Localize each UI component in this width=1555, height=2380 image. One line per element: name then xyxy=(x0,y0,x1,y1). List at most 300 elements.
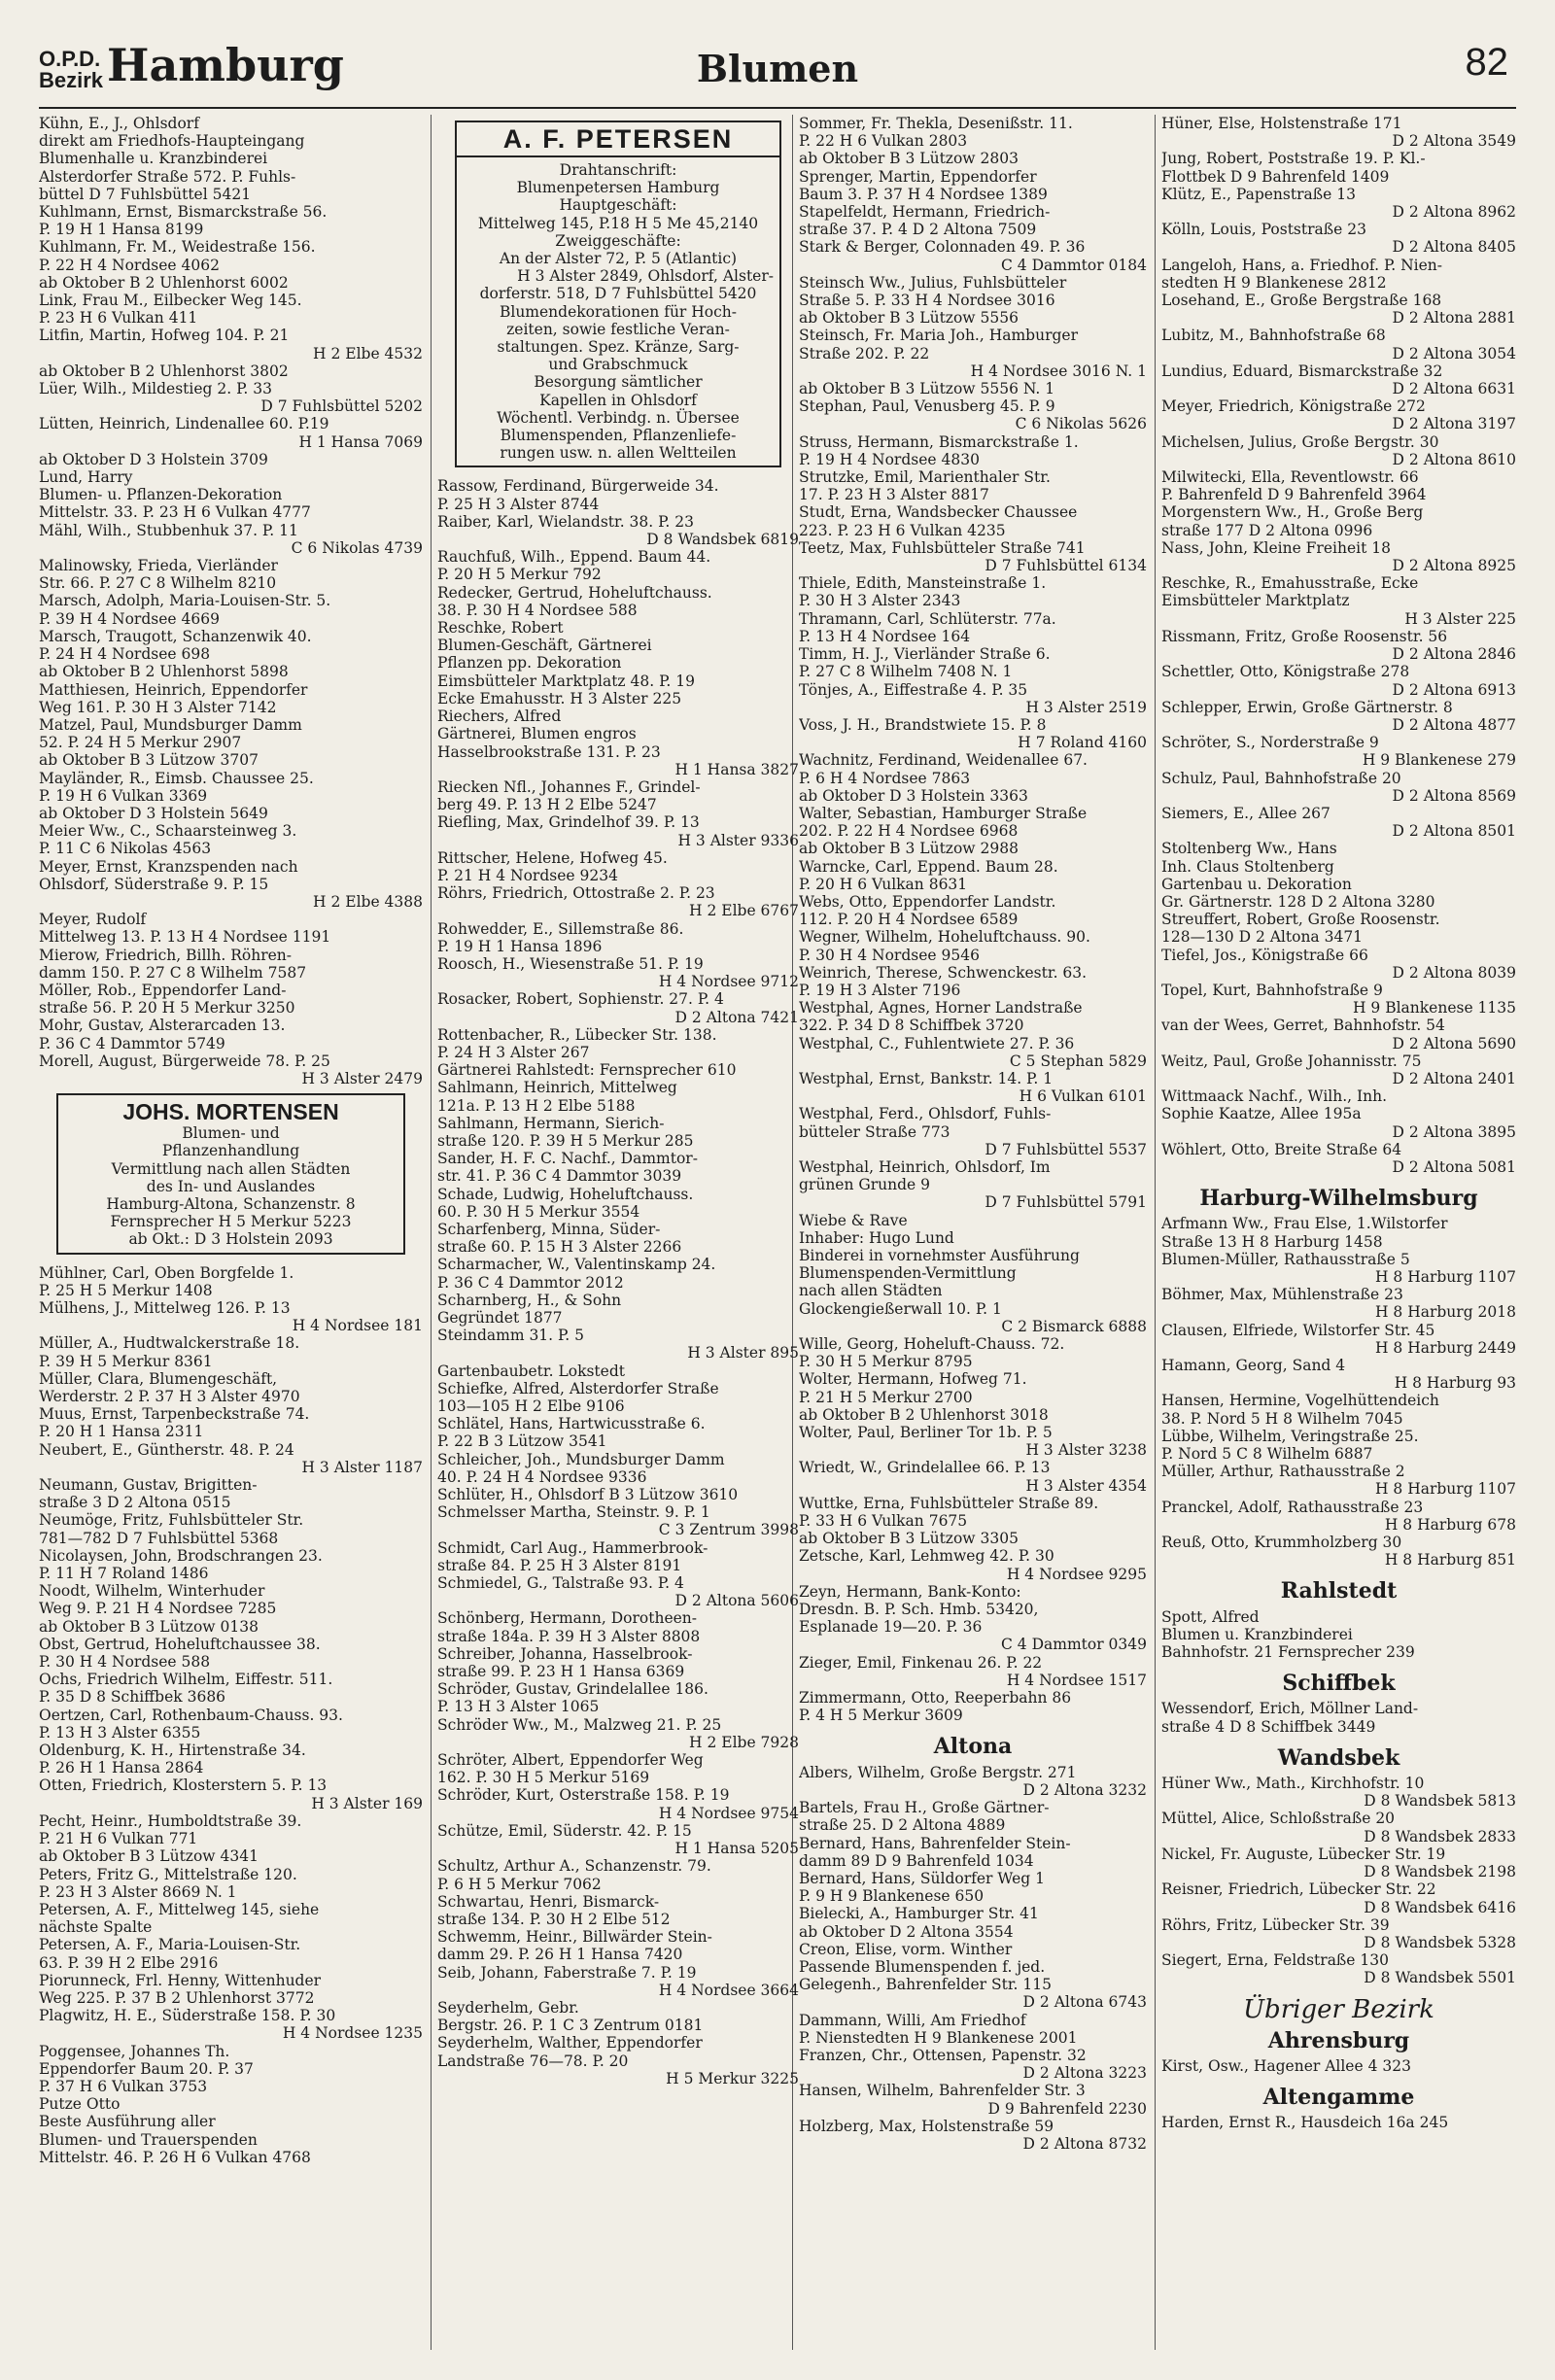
entry-line: Eimsbütteler Marktplatz xyxy=(1161,592,1350,610)
entry-line: Oertzen, Carl, Rothenbaum-Chauss. 93. xyxy=(39,1706,343,1724)
entry-line: Bergstr. 26. P. 1 C 3 Zentrum 0181 xyxy=(437,2017,704,2035)
entry-line: P. 30 H 4 Nordsee 9546 xyxy=(799,946,980,964)
entry-line: Drahtanschrift: xyxy=(559,161,677,179)
entry-line: Blumen u. Kranzbinderei xyxy=(1161,1625,1353,1643)
entry-line: Müller, Clara, Blumengeschäft, xyxy=(39,1369,278,1388)
entry-line: Piorunneck, Frl. Henny, Wittenhuder xyxy=(39,1971,322,1989)
entry-list xyxy=(1161,1608,1516,1662)
entry-line: P. 11 C 6 Nikolas 4563 xyxy=(39,840,212,858)
entry-line: Gegründet 1877 xyxy=(437,1309,563,1327)
entry-line: Binderei in vornehmster Ausführung xyxy=(799,1247,1080,1264)
entry-line: Schlüter, H., Ohlsdorf B 3 Lützow 3610 xyxy=(437,1486,739,1504)
entry-line: Clausen, Elfriede, Wilstorfer Str. 45 xyxy=(1161,1321,1435,1339)
entry-line: Webs, Otto, Eppendorfer Landstr. xyxy=(799,892,1056,911)
entry-line: Studt, Erna, Wandsbecker Chaussee xyxy=(799,503,1078,522)
entry-line: Kapellen in Ohlsdorf xyxy=(539,391,697,409)
entry-line: D 2 Altona 2846 xyxy=(1392,645,1516,664)
entry-line: D 8 Wandsbek 5328 xyxy=(1364,1933,1516,1951)
entry-line: P. 20 H 1 Hansa 2311 xyxy=(39,1423,204,1441)
entry-line: Poggensee, Johannes Th. xyxy=(39,2042,230,2060)
entry-line: Ochs, Friedrich Wilhelm, Eiffestr. 511. xyxy=(39,1671,333,1689)
entry-line: Hamburg-Altona, Schanzenstr. 8 xyxy=(106,1194,356,1213)
entry-line: Blumen- und Trauerspenden xyxy=(39,2130,258,2149)
entry-line: Mülhens, J., Mittelweg 126. P. 13 xyxy=(39,1299,291,1317)
entry-line: Wittmaack Nachf., Wilh., Inh. xyxy=(1161,1087,1388,1106)
mortensen-ad xyxy=(56,1093,405,1254)
entry-line: Otten, Friedrich, Klosterstern 5. P. 13 xyxy=(39,1776,328,1795)
entry-line: D 2 Altona 8039 xyxy=(1392,963,1516,982)
entry-line: P. 21 H 6 Vulkan 771 xyxy=(39,1830,198,1848)
entry-line: Straße 13 H 8 Harburg 1458 xyxy=(1161,1232,1383,1251)
entry-line: D 8 Wandsbek 6819 xyxy=(646,531,799,549)
entry-line: Schmidt, Carl Aug., Hammerbrook- xyxy=(437,1538,708,1557)
petersen-ad-title: A. F. PETERSEN xyxy=(457,122,779,157)
entry-line: Westphal, Heinrich, Ohlsdorf, Im xyxy=(799,1157,1051,1176)
entry-line: D 2 Altona 4877 xyxy=(1392,715,1516,734)
entry-line: Gelegenh., Bahrenfelder Str. 115 xyxy=(799,1976,1052,1994)
entry-line: Weinrich, Therese, Schwenckestr. 63. xyxy=(799,963,1088,982)
entry-line: ab Oktober B 2 Uhlenhorst 3018 xyxy=(799,1405,1049,1424)
entry-line: ab Oktober B 2 Uhlenhorst 3802 xyxy=(39,362,289,380)
entry-line: P. 23 H 3 Alster 8669 N. 1 xyxy=(39,1882,237,1901)
entry-line: Schröder, Gustav, Grindelallee 186. xyxy=(437,1680,708,1699)
entry-line: Reschke, Robert xyxy=(437,619,564,638)
entry-line: H 1 Hansa 3827 xyxy=(674,760,799,778)
entry-line: D 2 Altona 3549 xyxy=(1392,132,1516,151)
entry-line: straße 56. P. 20 H 5 Merkur 3250 xyxy=(39,999,295,1018)
entry-line: Inh. Claus Stoltenberg xyxy=(1161,857,1334,876)
entry-line: Marsch, Traugott, Schanzenwik 40. xyxy=(39,627,312,645)
entry-line: Litfin, Martin, Hofweg 104. P. 21 xyxy=(39,327,290,345)
entry-line: Strutzke, Emil, Marienthaler Str. xyxy=(799,468,1051,487)
entry-line: Wöchentl. Verbindg. n. Übersee xyxy=(497,408,740,427)
entry-line: Sahlmann, Hermann, Sierich- xyxy=(437,1114,665,1132)
entry-line: P. 11 H 7 Roland 1486 xyxy=(39,1565,209,1583)
entry-line: D 8 Wandsbek 2198 xyxy=(1364,1863,1516,1881)
entry-line: Blumen-Geschäft, Gärtnerei xyxy=(437,637,652,655)
entry-line: Zetsche, Karl, Lehmweg 42. P. 30 xyxy=(799,1547,1054,1566)
entry-line: D 2 Altona 3197 xyxy=(1392,415,1516,433)
entry-line: straße 99. P. 23 H 1 Hansa 6369 xyxy=(437,1663,685,1681)
entry-line: Hansen, Wilhelm, Bahrenfelder Str. 3 xyxy=(799,2082,1086,2100)
entry-line: Steindamm 31. P. 5 xyxy=(437,1327,585,1345)
entry-line: Schwartau, Henri, Bismarck- xyxy=(437,1892,660,1911)
entry-line: H 3 Alster 225 xyxy=(1404,609,1516,628)
entry-line: 52. P. 24 H 5 Merkur 2907 xyxy=(39,734,242,752)
entry-line: D 2 Altona 5606 xyxy=(674,1592,799,1610)
entry-line: D 2 Altona 3895 xyxy=(1392,1122,1516,1141)
entry-line: büttel D 7 Fuhlsbüttel 5421 xyxy=(39,185,252,203)
entry-line: D 2 Altona 3054 xyxy=(1392,344,1516,362)
entry-line: Schmelsser Martha, Steinstr. 9. P. 1 xyxy=(437,1503,710,1522)
entry-line: Jung, Robert, Poststraße 19. P. Kl.- xyxy=(1161,150,1426,168)
entry-line: straße 184a. P. 39 H 3 Alster 8808 xyxy=(437,1627,701,1645)
entry-line: Dammann, Willi, Am Friedhof xyxy=(799,2011,1026,2029)
entry-line: H 9 Blankenese 1135 xyxy=(1352,999,1516,1018)
entry-line: 223. P. 23 H 6 Vulkan 4235 xyxy=(799,521,1006,539)
entry-line: Marsch, Adolph, Maria-Louisen-Str. 5. xyxy=(39,592,331,610)
entry-line: Harden, Ernst R., Hausdeich 16a 245 xyxy=(1161,2114,1449,2132)
entry-line: Obst, Gertrud, Hoheluftchaussee 38. xyxy=(39,1635,321,1653)
section-heading-schiffbek: Schiffbek xyxy=(1282,1671,1396,1697)
entry-line: Westphal, C., Fuhlentwiete 27. P. 36 xyxy=(799,1034,1075,1052)
entry-line: staltungen. Spez. Kränze, Sarg- xyxy=(497,338,740,357)
entry-line: D 8 Wandsbek 2833 xyxy=(1364,1827,1516,1845)
entry-line: ab Oktober B 3 Lützow 2803 xyxy=(799,150,1019,168)
entry-line: Tiefel, Jos., Königstraße 66 xyxy=(1161,946,1368,964)
entry-line: H 3 Alster 4354 xyxy=(1025,1476,1147,1495)
entry-line: H 3 Alster 2849, Ohlsdorf, Alster- xyxy=(517,267,774,286)
entry-line: H 8 Harburg 1107 xyxy=(1374,1268,1516,1286)
entry-line: Hauptgeschäft: xyxy=(559,196,677,215)
entry-line: Matzel, Paul, Mundsburger Damm xyxy=(39,715,302,734)
entry-line: H 8 Harburg 93 xyxy=(1394,1374,1516,1393)
entry-line: ab Oktober B 3 Lützow 2988 xyxy=(799,840,1019,858)
entry-line: Lubitz, M., Bahnhofstraße 68 xyxy=(1161,327,1386,345)
entry-line: P. 19 H 1 Hansa 8199 xyxy=(39,221,204,239)
entry-line: bütteler Straße 773 xyxy=(799,1122,950,1141)
entry-line: Gr. Gärtnerstr. 128 D 2 Altona 3280 xyxy=(1161,892,1435,911)
entry-line: Schettler, Otto, Königstraße 278 xyxy=(1161,663,1410,681)
entry-line: ab Oktober B 3 Lützow 5556 N. 1 xyxy=(799,380,1055,398)
entry-line: Rassow, Ferdinand, Bürgerweide 34. xyxy=(437,477,719,496)
entry-line: Peters, Fritz G., Mittelstraße 120. xyxy=(39,1865,297,1883)
entry-line: Riecken Nfl., Johannes F., Grindel- xyxy=(437,777,701,796)
entry-line: Roosch, H., Wiesenstraße 51. P. 19 xyxy=(437,954,704,973)
entry-line: P. 13 H 4 Nordsee 164 xyxy=(799,627,971,645)
entry-line: H 2 Elbe 4532 xyxy=(313,344,423,362)
entry-line: Meier Ww., C., Schaarsteinweg 3. xyxy=(39,822,297,841)
page-header xyxy=(39,39,1516,109)
entry-line: D 2 Altona 6913 xyxy=(1392,680,1516,699)
entry-line: Sander, H. F. C. Nachf., Dammtor- xyxy=(437,1150,698,1168)
entry-line: D 2 Altona 8405 xyxy=(1392,238,1516,257)
entry-line: Wuttke, Erna, Fuhlsbütteler Straße 89. xyxy=(799,1494,1099,1512)
entry-line: P. Nienstedten H 9 Blankenese 2001 xyxy=(799,2028,1078,2047)
entry-line: 103—105 H 2 Elbe 9106 xyxy=(437,1397,625,1416)
entry-line: D 8 Wandsbek 5501 xyxy=(1364,1969,1516,1987)
entry-line: P. Bahrenfeld D 9 Bahrenfeld 3964 xyxy=(1161,486,1427,504)
entry-line: ab Oktober D 2 Altona 3554 xyxy=(799,1922,1014,1941)
entry-line: Beste Ausführung aller xyxy=(39,2113,216,2131)
entry-line: P. 21 H 4 Nordsee 9234 xyxy=(437,866,618,884)
section-heading-altona: Altona xyxy=(933,1734,1013,1760)
entry-line: Seib, Johann, Faberstraße 7. P. 19 xyxy=(437,1963,697,1982)
entry-line: Spott, Alfred xyxy=(1161,1607,1260,1626)
entry-line: D 2 Altona 8569 xyxy=(1392,786,1516,805)
entry-line: Mittelweg 145, P.18 H 5 Me 45,2140 xyxy=(477,214,759,232)
entry-line: P. 24 H 3 Alster 267 xyxy=(437,1043,590,1061)
entry-line: ab Oktober B 2 Uhlenhorst 6002 xyxy=(39,273,289,292)
entry-line: P. 39 H 5 Merkur 8361 xyxy=(39,1352,213,1370)
entry-line: Lüer, Wilh., Mildestieg 2. P. 33 xyxy=(39,380,272,398)
entry-line: Malinowsky, Frieda, Vierländer xyxy=(39,557,278,575)
entry-line: 38. P. Nord 5 H 8 Wilhelm 7045 xyxy=(1161,1409,1403,1428)
entry-line: Dresdn. B. P. Sch. Hmb. 53420, xyxy=(799,1601,1039,1619)
entry-line: H 2 Elbe 7928 xyxy=(689,1733,799,1751)
entry-line: Wegner, Wilhelm, Hoheluftchauss. 90. xyxy=(799,928,1090,947)
mortensen-ad-title: JOHS. MORTENSEN xyxy=(122,1099,339,1125)
entry-line: berg 49. P. 13 H 2 Elbe 5247 xyxy=(437,796,657,814)
entry-line: H 8 Harburg 851 xyxy=(1384,1551,1516,1569)
section-heading-uebriger-bezirk: Übriger Bezirk xyxy=(1243,1994,1434,2024)
entry-line: ab Oktober D 3 Holstein 5649 xyxy=(39,804,268,822)
entry-line: Bielecki, A., Hamburger Str. 41 xyxy=(799,1905,1039,1923)
entry-line: Wöhlert, Otto, Breite Straße 64 xyxy=(1161,1140,1402,1158)
entry-line: H 1 Hansa 7069 xyxy=(298,432,423,451)
entry-line: D 9 Bahrenfeld 2230 xyxy=(987,2099,1147,2118)
entry-line: Ohlsdorf, Süderstraße 9. P. 15 xyxy=(39,875,269,893)
entry-line: D 2 Altona 6743 xyxy=(1022,1993,1147,2012)
entry-line: H 3 Alster 2519 xyxy=(1025,698,1147,716)
entry-line: Flottbek D 9 Bahrenfeld 1409 xyxy=(1161,167,1390,186)
entry-line: Arfmann Ww., Frau Else, 1.Wilstorfer xyxy=(1161,1215,1448,1233)
entry-line: H 3 Alster 1187 xyxy=(301,1458,423,1476)
entry-line: Tönjes, A., Eiffestraße 4. P. 35 xyxy=(799,680,1028,699)
entry-line: straße 4 D 8 Schiffbek 3449 xyxy=(1161,1717,1376,1736)
entry-line: P. 20 H 5 Merkur 792 xyxy=(437,566,602,584)
entry-line: Inhaber: Hugo Lund xyxy=(799,1228,954,1247)
entry-line: Glockengießerwall 10. P. 1 xyxy=(799,1299,1002,1318)
entry-line: Rauchfuß, Wilh., Eppend. Baum 44. xyxy=(437,548,711,567)
entry-line: P. 25 H 3 Alster 8744 xyxy=(437,495,600,513)
entry-line: straße 60. P. 15 H 3 Alster 2266 xyxy=(437,1238,682,1257)
entry-line: Neubert, E., Güntherstr. 48. P. 24 xyxy=(39,1440,294,1459)
entry-line: H 4 Nordsee 1517 xyxy=(1006,1671,1147,1689)
entry-line: Thiele, Edith, Mansteinstraße 1. xyxy=(799,574,1047,593)
entry-line: P. 13 H 3 Alster 1065 xyxy=(437,1698,600,1716)
entry-line: Muus, Ernst, Tarpenbeckstraße 74. xyxy=(39,1405,310,1424)
entry-line: rungen usw. n. allen Weltteilen xyxy=(500,444,737,463)
entry-line: Böhmer, Max, Mühlenstraße 23 xyxy=(1161,1286,1403,1304)
petersen-ad-lines xyxy=(463,161,774,462)
entry-line: Mierow, Friedrich, Billh. Röhren- xyxy=(39,946,293,964)
entry-line: Westphal, Agnes, Horner Landstraße xyxy=(799,999,1083,1018)
entry-line: Timm, H. J., Vierländer Straße 6. xyxy=(799,645,1051,664)
entry-line: D 7 Fuhlsbüttel 5791 xyxy=(985,1193,1147,1212)
entry-line: ab Oktober D 3 Holstein 3709 xyxy=(39,450,268,468)
entry-line: D 2 Altona 5081 xyxy=(1392,1157,1516,1176)
entry-line: H 3 Alster 9336 xyxy=(677,831,799,849)
entry-line: ab Oktober B 3 Lützow 3305 xyxy=(799,1530,1019,1548)
entry-line: Scharfenberg, Minna, Süder- xyxy=(437,1220,661,1238)
entry-line: P. 27 C 8 Wilhelm 7408 N. 1 xyxy=(799,663,1013,681)
entry-line: Rottenbacher, R., Lübecker Str. 138. xyxy=(437,1025,717,1044)
entry-line: Schütze, Emil, Süderstr. 42. P. 15 xyxy=(437,1821,692,1840)
entry-line: Weg 225. P. 37 B 2 Uhlenhorst 3772 xyxy=(39,1988,315,2007)
entry-line: D 2 Altona 3232 xyxy=(1022,1780,1147,1799)
entry-line: 128—130 D 2 Altona 3471 xyxy=(1161,928,1364,947)
section-heading-wandsbek: Wandsbek xyxy=(1277,1744,1400,1771)
entry-line: D 7 Fuhlsbüttel 6134 xyxy=(985,557,1147,575)
entry-line: Stephan, Paul, Venusberg 45. P. 9 xyxy=(799,397,1055,416)
entry-line: Reuß, Otto, Krummholzberg 30 xyxy=(1161,1534,1402,1552)
entry-line: Kölln, Louis, Poststraße 23 xyxy=(1161,221,1366,239)
entry-line: D 2 Altona 8610 xyxy=(1392,450,1516,468)
entry-line: H 4 Nordsee 9754 xyxy=(658,1804,799,1822)
entry-line: straße 120. P. 39 H 5 Merkur 285 xyxy=(437,1131,694,1150)
column-2 xyxy=(437,115,799,2350)
entry-line: D 7 Fuhlsbüttel 5202 xyxy=(260,397,423,416)
entry-line: H 8 Harburg 2449 xyxy=(1374,1338,1516,1357)
entry-list xyxy=(1161,1775,1516,1986)
entry-line: Meyer, Ernst, Kranzspenden nach xyxy=(39,857,298,876)
entry-line: P. 22 H 4 Nordsee 4062 xyxy=(39,256,220,274)
column-3 xyxy=(799,115,1147,2350)
entry-line: Hasselbrookstraße 131. P. 23 xyxy=(437,742,661,761)
entry-line: ab Oktober B 2 Uhlenhorst 5898 xyxy=(39,663,289,681)
entry-line: 17. P. 23 H 3 Alster 8817 xyxy=(799,486,989,504)
entry-line: Bartels, Frau H., Große Gärtner- xyxy=(799,1799,1050,1817)
entry-line: C 3 Zentrum 3998 xyxy=(658,1521,799,1539)
entry-line: Stoltenberg Ww., Hans xyxy=(1161,840,1337,858)
entry-line: H 1 Hansa 5205 xyxy=(674,1840,799,1858)
entry-line: Schleicher, Joh., Mundsburger Damm xyxy=(437,1450,725,1468)
entry-line: straße 25. D 2 Altona 4889 xyxy=(799,1816,1006,1835)
entry-line: Raiber, Karl, Wielandstr. 38. P. 23 xyxy=(437,512,694,531)
entry-list xyxy=(437,477,799,2087)
entry-line: 60. P. 30 H 5 Merkur 3554 xyxy=(437,1202,640,1221)
city-title: Hamburg xyxy=(107,39,344,91)
entry-line: P. 21 H 5 Merkur 2700 xyxy=(799,1388,973,1406)
entry-line: Voss, J. H., Brandstwiete 15. P. 8 xyxy=(799,715,1047,734)
entry-line: Riechers, Alfred xyxy=(437,707,562,726)
entry-line: Schade, Ludwig, Hoheluftchauss. xyxy=(437,1185,694,1203)
entry-line: Kirst, Osw., Hagener Allee 4 323 xyxy=(1161,2056,1411,2075)
entry-line: Bernard, Hans, Bahrenfelder Stein- xyxy=(799,1834,1071,1852)
column-divider xyxy=(431,115,432,2350)
entry-line: P. 13 H 3 Alster 6355 xyxy=(39,1723,201,1742)
entry-line: P. 6 H 4 Nordsee 7863 xyxy=(799,769,971,787)
entry-line: Scharnberg, H., & Sohn xyxy=(437,1291,622,1309)
entry-line: Bernard, Hans, Süldorfer Weg 1 xyxy=(799,1869,1045,1887)
entry-line: des In- und Auslandes xyxy=(146,1177,316,1195)
entry-line: D 8 Wandsbek 6416 xyxy=(1364,1898,1516,1916)
entry-line: Walter, Sebastian, Hamburger Straße xyxy=(799,804,1088,822)
entry-line: Franzen, Chr., Ottensen, Papenstr. 32 xyxy=(799,2046,1087,2064)
entry-line: C 6 Nikolas 5626 xyxy=(1015,415,1147,433)
entry-line: Holzberg, Max, Holstenstraße 59 xyxy=(799,2117,1054,2135)
column-4 xyxy=(1161,115,1516,2350)
entry-line: D 8 Wandsbek 5813 xyxy=(1364,1792,1516,1811)
entry-line: C 2 Bismarck 6888 xyxy=(1001,1317,1147,1335)
petersen-ad xyxy=(455,121,781,467)
entry-line: Riefling, Max, Grindelhof 39. P. 13 xyxy=(437,813,700,832)
entry-line: Schröder Ww., M., Malzweg 21. P. 25 xyxy=(437,1715,722,1734)
entry-line: damm 29. P. 26 H 1 Hansa 7420 xyxy=(437,1946,683,1964)
entry-line: P. Nord 5 C 8 Wilhelm 6887 xyxy=(1161,1445,1373,1464)
entry-line: zeiten, sowie festliche Veran- xyxy=(506,320,730,338)
entry-line: Rittscher, Helene, Hofweg 45. xyxy=(437,848,668,867)
entry-line: Meyer, Rudolf xyxy=(39,911,147,929)
entry-line: stedten H 9 Blankenese 2812 xyxy=(1161,273,1387,292)
entry-line: Streuffert, Robert, Große Roosenstr. xyxy=(1161,911,1440,929)
entry-line: damm 150. P. 27 C 8 Wilhelm 7587 xyxy=(39,963,307,982)
entry-line: Meyer, Friedrich, Königstraße 272 xyxy=(1161,397,1426,416)
entry-line: Reisner, Friedrich, Lübecker Str. 22 xyxy=(1161,1880,1436,1899)
entry-line: P. 30 H 3 Alster 2343 xyxy=(799,592,961,610)
entry-line: Eppendorfer Baum 20. P. 37 xyxy=(39,2059,254,2078)
entry-line: str. 41. P. 36 C 4 Dammtor 3039 xyxy=(437,1167,682,1186)
entry-line: P. 35 D 8 Schiffbek 3686 xyxy=(39,1688,226,1707)
entry-line: P. 24 H 4 Nordsee 698 xyxy=(39,645,211,664)
entry-line: H 4 Nordsee 181 xyxy=(292,1317,423,1335)
entry-line: Lübbe, Wilhelm, Veringstraße 25. xyxy=(1161,1427,1419,1445)
entry-line: D 2 Altona 2401 xyxy=(1392,1069,1516,1087)
entry-line: H 4 Nordsee 9295 xyxy=(1006,1565,1147,1583)
entry-line: Neumöge, Fritz, Fuhlsbütteler Str. xyxy=(39,1511,304,1530)
entry-line: D 2 Altona 8962 xyxy=(1392,203,1516,222)
entry-line: Scharmacher, W., Valentinskamp 24. xyxy=(437,1256,716,1274)
entry-line: D 2 Altona 7421 xyxy=(674,1008,799,1026)
entry-line: Langeloh, Hans, a. Friedhof. P. Nien- xyxy=(1161,256,1443,274)
entry-line: P. 30 H 5 Merkur 8795 xyxy=(799,1353,973,1371)
entry-line: P. 23 H 6 Vulkan 411 xyxy=(39,309,198,328)
entry-line: direkt am Friedhofs-Haupteingang xyxy=(39,132,305,151)
entry-line: P. 36 C 4 Dammtor 5749 xyxy=(39,1034,225,1052)
entry-line: Mähl, Wilh., Stubbenhuk 37. P. 11 xyxy=(39,521,298,539)
entry-line: Alsterdorfer Straße 572. P. Fuhls- xyxy=(39,167,296,186)
entry-line: dorferstr. 518, D 7 Fuhlsbüttel 5420 xyxy=(479,285,757,303)
entry-line: 162. P. 30 H 5 Merkur 5169 xyxy=(437,1769,650,1787)
entry-line: P. 4 H 5 Merkur 3609 xyxy=(799,1707,963,1725)
entry-line: Thramann, Carl, Schlüterstr. 77a. xyxy=(799,609,1056,628)
entry-line: Str. 66. P. 27 C 8 Wilhelm 8210 xyxy=(39,574,277,593)
entry-line: straße 3 D 2 Altona 0515 xyxy=(39,1494,231,1512)
entry-line: H 4 Nordsee 9712 xyxy=(658,973,799,991)
entry-line: H 3 Alster 3238 xyxy=(1025,1441,1147,1460)
section-title: Blumen xyxy=(696,47,859,90)
entry-line: Mittelweg 13. P. 13 H 4 Nordsee 1191 xyxy=(39,928,331,947)
entry-line: Morell, August, Bürgerweide 78. P. 25 xyxy=(39,1052,330,1070)
entry-line: straße 37. P. 4 D 2 Altona 7509 xyxy=(799,221,1037,239)
entry-list xyxy=(1161,115,1516,1176)
entry-line: P. 25 H 5 Merkur 1408 xyxy=(39,1281,213,1299)
entry-line: Wachnitz, Ferdinand, Weidenallee 67. xyxy=(799,751,1088,770)
entry-line: H 7 Roland 4160 xyxy=(1018,734,1147,752)
section-heading-harburg: Harburg-Wilhelmsburg xyxy=(1199,1186,1478,1212)
entry-line: Link, Frau M., Eilbecker Weg 145. xyxy=(39,292,302,310)
entry-line: Oldenburg, K. H., Hirtenstraße 34. xyxy=(39,1742,306,1760)
entry-line: Seyderhelm, Gebr. xyxy=(437,1998,579,2017)
entry-line: Schönberg, Hermann, Dorotheen- xyxy=(437,1609,698,1628)
entry-line: Milwitecki, Ella, Reventlowstr. 66 xyxy=(1161,468,1419,487)
entry-line: Gärtnerei, Blumen engros xyxy=(437,725,637,743)
entry-list xyxy=(1161,1700,1516,1735)
entry-line: Morgenstern Ww., H., Große Berg xyxy=(1161,503,1424,522)
entry-line: Mittelstr. 33. P. 23 H 6 Vulkan 4777 xyxy=(39,503,311,522)
entry-line: Schlepper, Erwin, Große Gärtnerstr. 8 xyxy=(1161,698,1453,716)
entry-line: Straße 202. P. 22 xyxy=(799,344,930,362)
entry-line: Weg 161. P. 30 H 3 Alster 7142 xyxy=(39,698,277,716)
entry-line: Plagwitz, H. E., Süderstraße 158. P. 30 xyxy=(39,2007,336,2025)
column-divider xyxy=(1155,115,1156,2350)
entry-line: Klütz, E., Papenstraße 13 xyxy=(1161,185,1356,203)
entry-line: H 5 Merkur 3225 xyxy=(666,2069,799,2087)
entry-line: Pranckel, Adolf, Rathausstraße 23 xyxy=(1161,1498,1424,1516)
entry-line: Mühlner, Carl, Oben Borgfelde 1. xyxy=(39,1263,294,1282)
entry-line: straße 84. P. 25 H 3 Alster 8191 xyxy=(437,1556,682,1574)
entry-line: P. 19 H 4 Nordsee 4830 xyxy=(799,450,980,468)
entry-line: Besorgung sämtlicher xyxy=(534,373,703,392)
entry-line: P. 22 B 3 Lützow 3541 xyxy=(437,1432,607,1451)
entry-line: H 4 Nordsee 3664 xyxy=(658,1981,799,1999)
entry-line: Redecker, Gertrud, Hoheluftchauss. xyxy=(437,583,712,602)
entry-line: H 3 Alster 2479 xyxy=(301,1069,423,1087)
entry-line: P. 19 H 6 Vulkan 3369 xyxy=(39,786,208,805)
entry-line: P. 26 H 1 Hansa 2864 xyxy=(39,1759,204,1777)
entry-line: Rissmann, Fritz, Große Roosenstr. 56 xyxy=(1161,627,1448,645)
